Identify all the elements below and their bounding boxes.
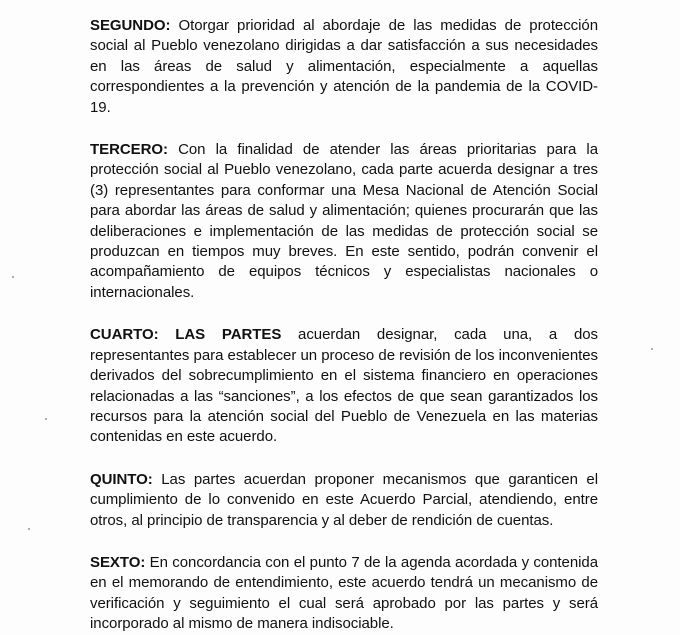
- clause-label: TERCERO:: [90, 141, 168, 159]
- clause-text: Con la finalidad de atender las áreas prioritarias para la protección social al Pueblo venezolano, cada parte acuerda designar a tres (3) representantes para conformar una Mesa Nacional de Atención Social para abordar las áreas de salud y alimentación; quienes procurarán que las deliberaciones e implementación de las medidas de protección social se produzcan en tiempos muy breves. En este sentido, podrán convenir el acompañamiento de equipos técnicos y especialistas nacionales o internacionales.: [90, 141, 598, 301]
- scan-speck: [12, 276, 14, 278]
- clause-segundo: [90, 16, 598, 118]
- clause-label: SEXTO:: [90, 553, 146, 571]
- clause-cuarto: [90, 325, 598, 447]
- clause-label: SEGUNDO:: [90, 17, 171, 34]
- clause-text: acuerdan designar, cada una, a dos representantes para establecer un proceso de revisión de los inconvenientes derivados del sobrecumplimiento en el sistema financiero en operaciones relacionadas a las “sanciones”, a los efectos de que sean garantizados los recursos para la atención social del Pueblo de Venezuela en las materias contenidas en este acuerdo.: [90, 326, 598, 446]
- clause-label: CUARTO: LAS PARTES: [90, 326, 282, 344]
- clause-sexto: [90, 553, 598, 635]
- document-page: [90, 16, 598, 635]
- clause-text: En concordancia con el punto 7 de la agenda acordada y contenida en el memorando de entendimiento, este acuerdo tendrá un mecanismo de verificación y seguimiento el cual será aprobado por las partes y será incorporado al mismo de manera indisociable.: [90, 553, 599, 633]
- scan-speck: [28, 528, 30, 530]
- clause-tercero: [90, 140, 598, 303]
- clause-text: Las partes acuerdan proponer mecanismos que garanticen el cumplimiento de lo convenido en este Acuerdo Parcial, atendiendo, entre otros, al principio de transparencia y al deber de rendición de cuentas.: [90, 470, 598, 529]
- clause-text: Otorgar prioridad al abordaje de las medidas de protección social al Pueblo venezolano dirigidas a dar satisfacción a sus necesidades en las áreas de salud y alimentación, especialmente a aquellas correspondientes a la prevención y atención de la pandemia de la COVID-19.: [90, 17, 598, 116]
- clause-quinto: [90, 470, 598, 531]
- scan-speck: [651, 348, 653, 350]
- clause-label: QUINTO:: [90, 470, 153, 488]
- scan-speck: [45, 418, 47, 420]
